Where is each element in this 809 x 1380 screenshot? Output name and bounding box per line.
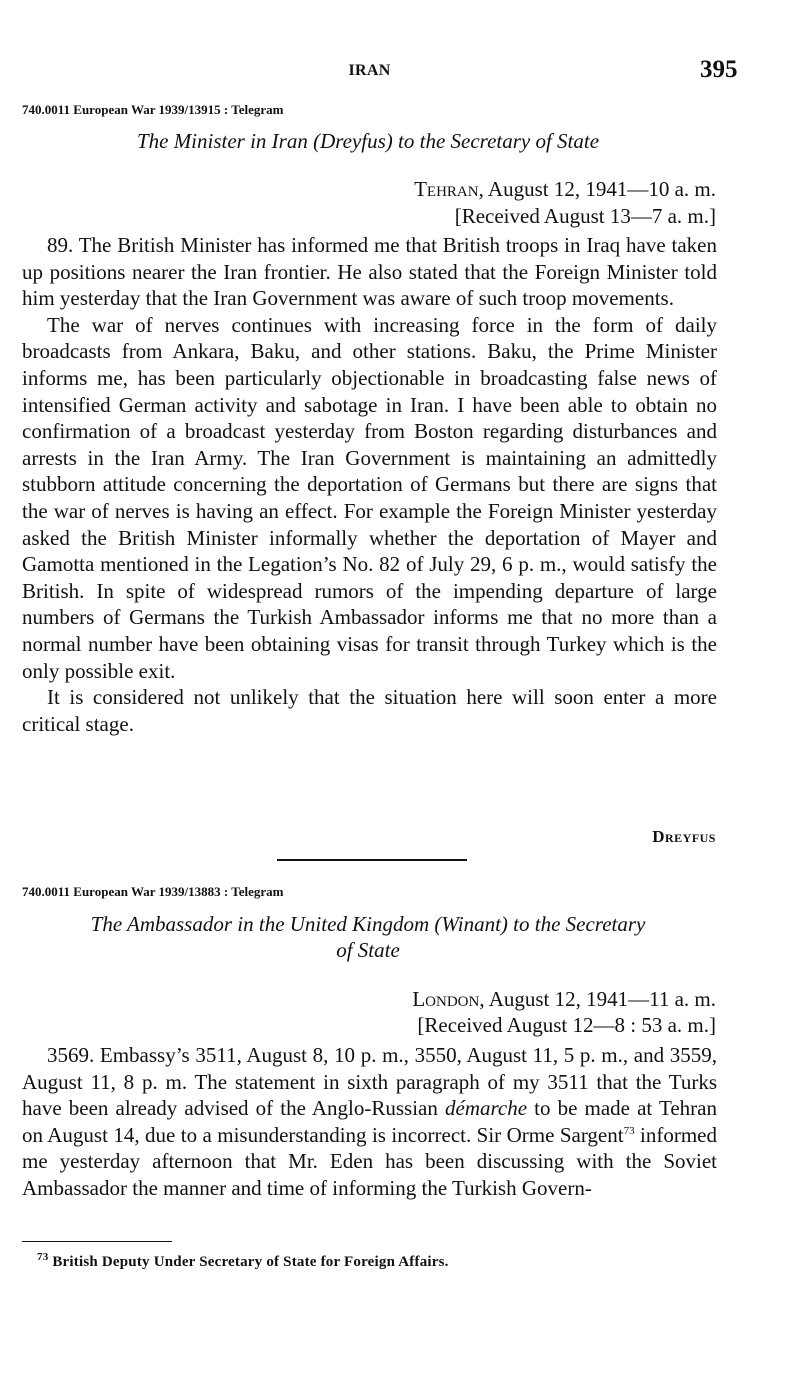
- doc1-paragraph: The war of nerves continues with increasing force in the form of daily broadcasts from Ankara, Baku, and other stations. Baku, the Prime Minister informs me, has been particularly objectionable in broadcasting false news of intensified German activity and sabotage in Iran. I have been able to obtain no confirmation of a broadcast yesterday from Boston regarding disturbances and arrests in the Iran Army. The Iran Government is maintaining an admittedly stubborn attitude concerning the deportation of Germans but there are signs that the war of nerves is having an effect. For example the Foreign Minister yesterday asked the British Minister informally whether the deportation of Mayer and Gamotta mentioned in the Legation’s No. 82 of July 29, 6 p. m., would satisfy the British. In spite of widespread rumors of the impending departure of large numbers of Germans the Turkish Ambassador informs me that no more than a normal number have been obtaining visas for transit through Turkey which is the only possible exit.: [22, 312, 717, 683]
- doc2-place: London,: [412, 987, 485, 1011]
- doc1-paragraph: It is considered not unlikely that the situation here will soon enter a more critical stage.: [22, 685, 717, 736]
- doc1-dateline: [414, 176, 716, 203]
- doc1-paragraph: 89. The British Minister has informed me that British troops in Iraq have taken up positions nearer the Iran frontier. He also stated that the Foreign Minister told him yesterday that the Iran Government was aware of such troop movements.: [22, 233, 717, 311]
- footnote-rule: [22, 1241, 172, 1242]
- doc2-text-part: 3569. Embassy’s 3511, August 8, 10 p. m., 3550, August 11, 5 p. m., and 3559, August 11, 8 p. m. The statement in sixth paragraph of my 3511 that the Turks have been already advised of the Anglo-Russian: [22, 1043, 717, 1121]
- doc2-body: [22, 1042, 717, 1202]
- doc1-signature: Dreyfus: [652, 827, 716, 846]
- doc1-body: [22, 232, 717, 737]
- doc2-dateline: [412, 986, 716, 1013]
- doc2-italic-term: démarche: [445, 1096, 528, 1121]
- doc1-file-reference: 740.0011 European War 1939/13915 : Telegram: [22, 102, 284, 117]
- document-separator: [277, 859, 467, 861]
- footnote: [37, 1251, 449, 1271]
- doc2-heading-line2: of State: [336, 938, 400, 962]
- doc2-paragraph: [22, 1042, 717, 1202]
- footnote-reference-mark: 73: [623, 1124, 635, 1137]
- doc2-file-reference: 740.0011 European War 1939/13883 : Telegram: [22, 884, 284, 899]
- doc1-heading: The Minister in Iran (Dreyfus) to the Secretary of State: [136, 129, 600, 153]
- doc2-text-part: informed me yesterday afternoon that Mr. Eden has been discussing with the Soviet Ambassador the manner and time of informing the Turkish Govern-: [22, 1122, 717, 1200]
- footnote-mark: 73: [37, 1251, 49, 1263]
- doc2-received: [Received August 12—8 : 53 a. m.]: [417, 1013, 716, 1037]
- doc1-received: [Received August 13—7 a. m.]: [454, 204, 716, 228]
- doc2-heading-line1: The Ambassador in the United Kingdom (Winant) to the Secretary: [90, 912, 646, 936]
- running-head: [22, 56, 738, 83]
- doc1-date: August 12, 1941—10 a. m.: [483, 177, 716, 201]
- doc2-text-part: to be made at Tehran on August 14, due to a misunderstanding is incorrect. Sir Orme Sargent: [22, 1096, 717, 1147]
- doc1-place: Tehran,: [414, 177, 484, 201]
- doc2-date: August 12, 1941—11 a. m.: [484, 987, 716, 1011]
- running-head-title: IRAN: [348, 62, 391, 79]
- footnote-text: British Deputy Under Secretary of State for Foreign Affairs.: [48, 1254, 449, 1270]
- page-number: 395: [700, 56, 738, 83]
